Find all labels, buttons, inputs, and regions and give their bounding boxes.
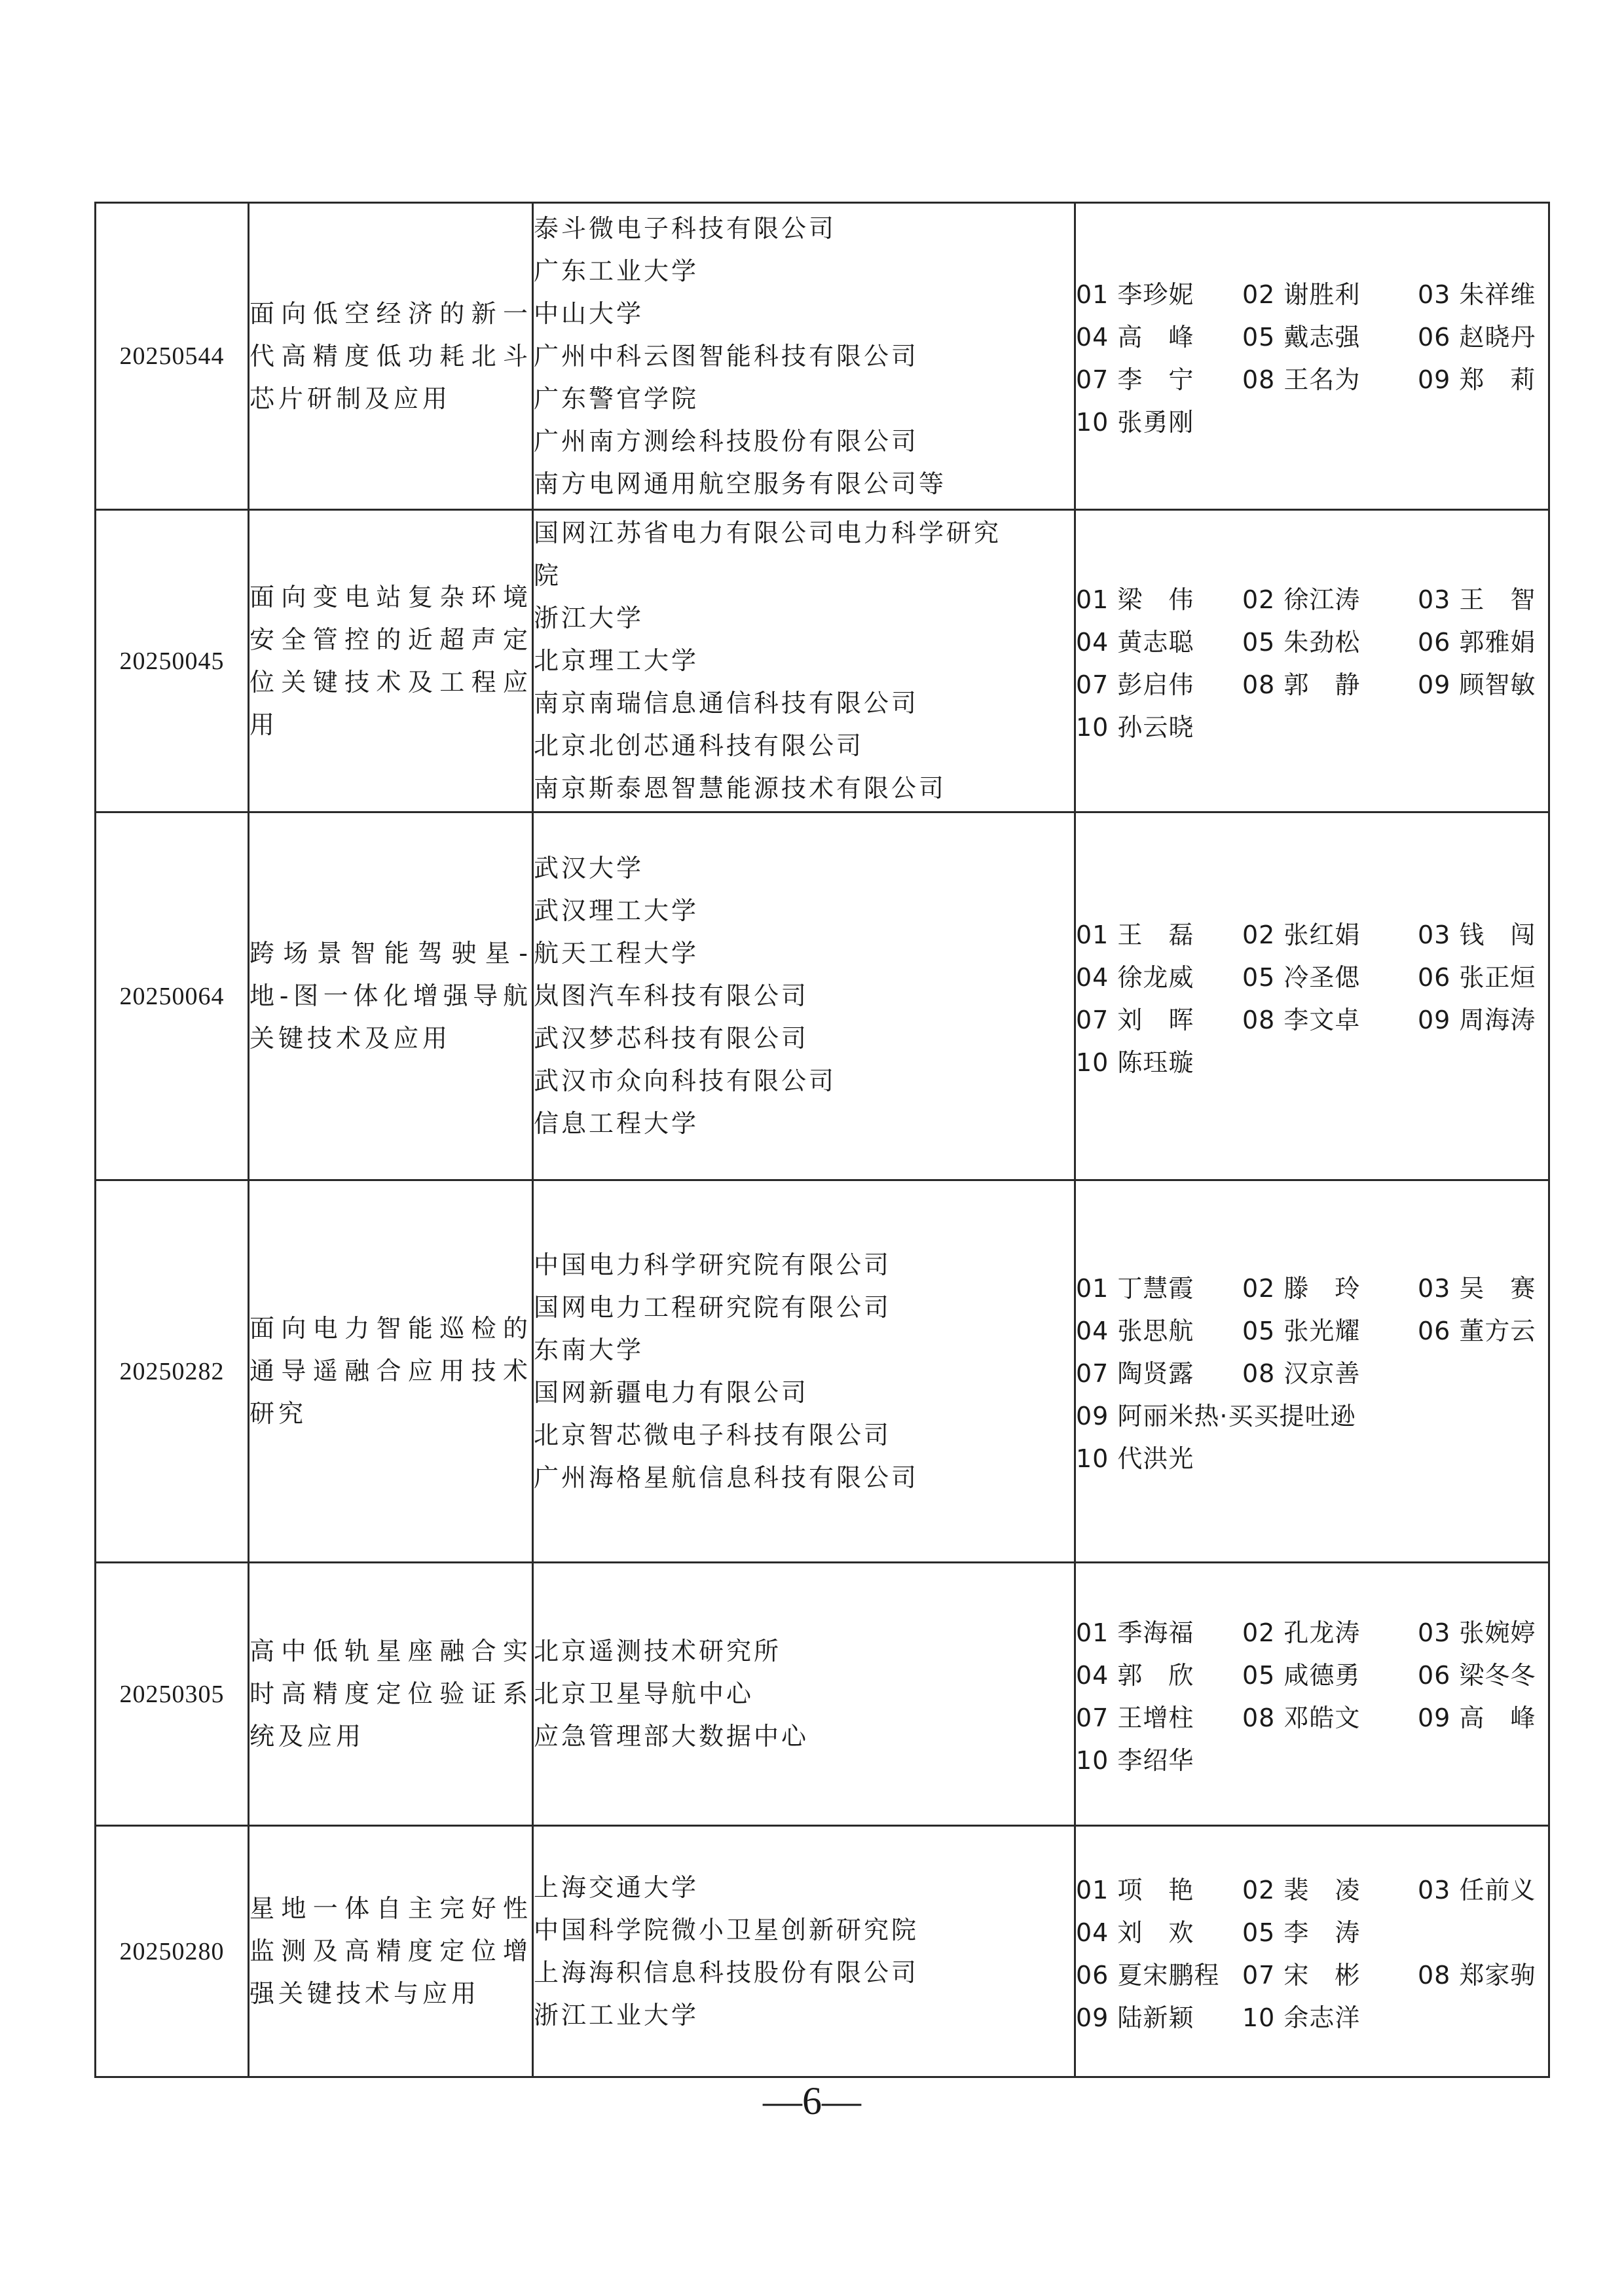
project-title: 面向电力智能巡检的通导遥融合应用技术研究	[249, 1314, 532, 1428]
project-id: 20250544	[96, 203, 249, 510]
project-id: 20250064	[96, 812, 249, 1180]
organizations-cell	[533, 1826, 1075, 2077]
organization-name: 北京遥测技术研究所	[534, 1637, 782, 1666]
project-id: 20250305	[96, 1563, 249, 1826]
project-title-cell	[249, 812, 533, 1180]
contributor-row	[1076, 661, 1548, 704]
contributor-row	[1076, 954, 1548, 996]
contributor-name: 09 顾智敏	[1418, 670, 1536, 699]
contributor-row	[1076, 1265, 1548, 1307]
organization-name: 武汉大学	[534, 854, 644, 883]
contributor-name: 05 张光耀	[1242, 1317, 1361, 1345]
project-title-cell	[249, 1826, 533, 2077]
contributor-row	[1076, 1609, 1548, 1652]
contributor-name: 07 王增柱	[1076, 1703, 1194, 1732]
contributor-row	[1076, 996, 1548, 1039]
contributor-row	[1076, 1994, 1548, 2037]
contributor-name: 03 钱 闯	[1418, 920, 1536, 949]
project-title-cell	[249, 1180, 533, 1563]
organization-name: 中国科学院微小卫星创新研究院	[534, 1915, 919, 1944]
contributor-name: 10 陈珏璇	[1076, 1048, 1194, 1077]
contributor-name: 05 冷圣偲	[1242, 962, 1361, 992]
organizations-cell	[533, 1180, 1075, 1563]
contributor-name: 08 汉京善	[1242, 1359, 1361, 1388]
organizations-cell	[533, 812, 1075, 1180]
project-title-cell	[249, 510, 533, 812]
contributor-name: 09 陆新颖	[1076, 2003, 1194, 2032]
project-row	[96, 510, 1549, 812]
contributor-name: 07 陶贤露	[1076, 1359, 1194, 1388]
contributor-name: 03 任前义	[1418, 1875, 1536, 1904]
contributor-row	[1076, 399, 1548, 441]
contributor-row	[1076, 911, 1548, 954]
project-title-cell	[249, 1563, 533, 1826]
contributor-name: 01 王 磊	[1076, 920, 1194, 949]
contributor-row	[1076, 356, 1548, 399]
organizations-cell	[533, 1563, 1075, 1826]
contributor-name: 01 季海福	[1076, 1618, 1194, 1647]
organization-name: 国网江苏省电力有限公司电力科学研究	[534, 519, 1002, 547]
organization-name: 广东工业大学	[534, 256, 699, 285]
organization-name: 北京理工大学	[534, 646, 699, 675]
page-number: —6—	[763, 2079, 861, 2123]
contributor-name: 09 郑 莉	[1418, 365, 1536, 394]
organization-name: 信息工程大学	[534, 1109, 699, 1138]
contributor-row	[1076, 1652, 1548, 1694]
contributor-name: 06 郭雅娟	[1418, 627, 1536, 657]
contributors-cell	[1075, 1180, 1549, 1563]
organization-name: 上海交通大学	[534, 1872, 699, 1902]
contributor-name: 02 张红娟	[1242, 920, 1361, 949]
organization-name: 北京卫星导航中心	[534, 1679, 754, 1708]
project-title: 面向变电站复杂环境安全管控的近超声定位关键技术及工程应用	[249, 582, 532, 739]
organization-name: 浙江工业大学	[534, 2000, 699, 2030]
contributor-name: 06 赵晓丹	[1418, 323, 1536, 352]
contributors-cell	[1075, 510, 1549, 812]
contributor-name: 10 张勇刚	[1076, 408, 1194, 437]
contributor-row	[1076, 1867, 1548, 1909]
contributor-name: 02 孔龙涛	[1242, 1618, 1361, 1647]
contributor-row	[1076, 1952, 1548, 1994]
organization-name: 武汉市众向科技有限公司	[534, 1066, 837, 1095]
organizations-cell	[533, 510, 1075, 812]
organization-name: 国网电力工程研究院有限公司	[534, 1292, 892, 1322]
organization-name: 广东警官学院	[534, 384, 699, 413]
contributor-name: 03 王 智	[1418, 585, 1536, 614]
contributor-row	[1076, 1909, 1548, 1952]
organization-name: 应急管理部大数据中心	[534, 1722, 809, 1751]
contributor-name: 08 郑家驹	[1418, 1960, 1536, 1990]
organization-name: 中山大学	[534, 299, 644, 328]
contributor-name: 03 张婉婷	[1418, 1618, 1536, 1647]
contributor-row	[1076, 704, 1548, 746]
contributor-name: 07 宋 彬	[1242, 1960, 1361, 1990]
contributors-cell	[1075, 1563, 1549, 1826]
contributor-name: 08 王名为	[1242, 365, 1361, 394]
contributors-cell	[1075, 812, 1549, 1180]
contributor-name: 01 项 艳	[1076, 1875, 1194, 1904]
organization-name: 国网新疆电力有限公司	[534, 1377, 809, 1407]
contributor-name: 10 孙云晓	[1076, 712, 1194, 742]
contributor-name: 10 余志洋	[1242, 2003, 1361, 2032]
project-row	[96, 1180, 1549, 1563]
contributor-name: 08 郭 静	[1242, 670, 1361, 699]
organization-name: 南方电网通用航空服务有限公司等	[534, 469, 947, 498]
contributor-name: 02 徐江涛	[1242, 585, 1361, 614]
contributor-row	[1076, 314, 1548, 356]
organization-name: 北京北创芯通科技有限公司	[534, 731, 864, 760]
contributor-row	[1076, 576, 1548, 619]
organization-name: 泰斗微电子科技有限公司	[534, 213, 837, 243]
contributor-name: 07 刘 晖	[1076, 1005, 1194, 1034]
contributor-name: 09 周海涛	[1418, 1005, 1536, 1034]
organization-name: 东南大学	[534, 1335, 644, 1364]
contributor-row	[1076, 1694, 1548, 1737]
contributor-row	[1076, 1737, 1548, 1779]
contributor-name: 01 丁慧霞	[1076, 1274, 1194, 1303]
contributor-name: 07 李 宁	[1076, 365, 1194, 394]
project-id: 20250282	[96, 1180, 249, 1563]
contributor-name: 10 李绍华	[1076, 1745, 1194, 1775]
organization-name: 上海海积信息科技股份有限公司	[534, 1958, 919, 1987]
contributor-name: 09 高 峰	[1418, 1703, 1536, 1732]
contributor-name: 04 刘 欢	[1076, 1918, 1194, 1947]
contributor-name: 01 李珍妮	[1076, 280, 1194, 309]
contributor-row	[1076, 271, 1548, 314]
contributors-cell	[1075, 203, 1549, 510]
contributor-name: 08 邓皓文	[1242, 1703, 1361, 1732]
contributor-name: 09 阿丽米热·买买提吐逊	[1076, 1402, 1356, 1430]
organization-name: 武汉理工大学	[534, 896, 699, 925]
contributor-name: 05 朱劲松	[1242, 627, 1361, 657]
contributor-name: 04 高 峰	[1076, 323, 1194, 352]
project-title: 星地一体自主完好性监测及高精度定位增强关键技术与应用	[249, 1894, 532, 2008]
contributor-name: 04 张思航	[1076, 1317, 1194, 1345]
contributor-name: 03 朱祥维	[1418, 280, 1536, 309]
project-row	[96, 203, 1549, 510]
contributor-row	[1076, 1393, 1548, 1435]
contributor-name: 02 滕 玲	[1242, 1274, 1361, 1303]
project-id: 20250045	[96, 510, 249, 812]
contributor-name: 06 梁冬冬	[1418, 1660, 1536, 1690]
contributor-name: 03 吴 赛	[1418, 1274, 1536, 1303]
contributor-name: 07 彭启伟	[1076, 670, 1194, 699]
organization-name: 南京南瑞信息通信科技有限公司	[534, 689, 919, 718]
projects-table	[94, 202, 1550, 2078]
contributor-row	[1076, 619, 1548, 661]
contributor-name: 04 郭 欣	[1076, 1660, 1194, 1690]
contributor-name: 04 徐龙威	[1076, 962, 1194, 992]
project-row	[96, 1826, 1549, 2077]
contributor-row	[1076, 1307, 1548, 1350]
project-title: 跨场景智能驾驶星-地-图一体化增强导航关键技术及应用	[249, 939, 532, 1053]
organization-name: 广州中科云图智能科技有限公司	[534, 341, 919, 371]
contributor-name: 06 董方云	[1418, 1317, 1536, 1345]
organization-name: 广州海格星航信息科技有限公司	[534, 1463, 919, 1492]
organizations-cell	[533, 203, 1075, 510]
contributor-name: 04 黄志聪	[1076, 627, 1194, 657]
organization-name: 岚图汽车科技有限公司	[534, 981, 809, 1010]
organization-name: 浙江大学	[534, 604, 644, 632]
contributor-name: 06 张正烜	[1418, 962, 1536, 992]
contributor-row	[1076, 1350, 1548, 1393]
contributor-name: 08 李文卓	[1242, 1005, 1361, 1034]
organization-name: 中国电力科学研究院有限公司	[534, 1250, 892, 1279]
contributors-cell	[1075, 1826, 1549, 2077]
contributor-name: 10 代洪光	[1076, 1444, 1194, 1473]
contributor-name: 05 李 涛	[1242, 1918, 1361, 1947]
contributor-name: 05 戴志强	[1242, 323, 1361, 352]
contributor-row	[1076, 1039, 1548, 1082]
project-title: 高中低轨星座融合实时高精度定位验证系统及应用	[249, 1637, 532, 1751]
contributor-name: 06 夏宋鹏程	[1076, 1960, 1220, 1990]
contributor-row	[1076, 1435, 1548, 1478]
organization-name: 南京斯泰恩智慧能源技术有限公司	[534, 774, 947, 803]
contributor-name: 02 谢胜利	[1242, 280, 1361, 309]
project-id: 20250280	[96, 1826, 249, 2077]
contributor-name: 05 咸德勇	[1242, 1660, 1361, 1690]
organization-name: 武汉梦芯科技有限公司	[534, 1024, 809, 1053]
project-row	[96, 812, 1549, 1180]
organization-name: 院	[534, 561, 562, 590]
organization-name: 广州南方测绘科技股份有限公司	[534, 426, 919, 456]
project-title-cell	[249, 203, 533, 510]
project-row	[96, 1563, 1549, 1826]
contributor-name: 01 梁 伟	[1076, 585, 1194, 614]
organization-name: 航天工程大学	[534, 939, 699, 968]
contributor-name: 02 裴 凌	[1242, 1875, 1361, 1904]
project-title: 面向低空经济的新一代高精度低功耗北斗芯片研制及应用	[249, 299, 532, 413]
organization-name: 北京智芯微电子科技有限公司	[534, 1420, 892, 1449]
